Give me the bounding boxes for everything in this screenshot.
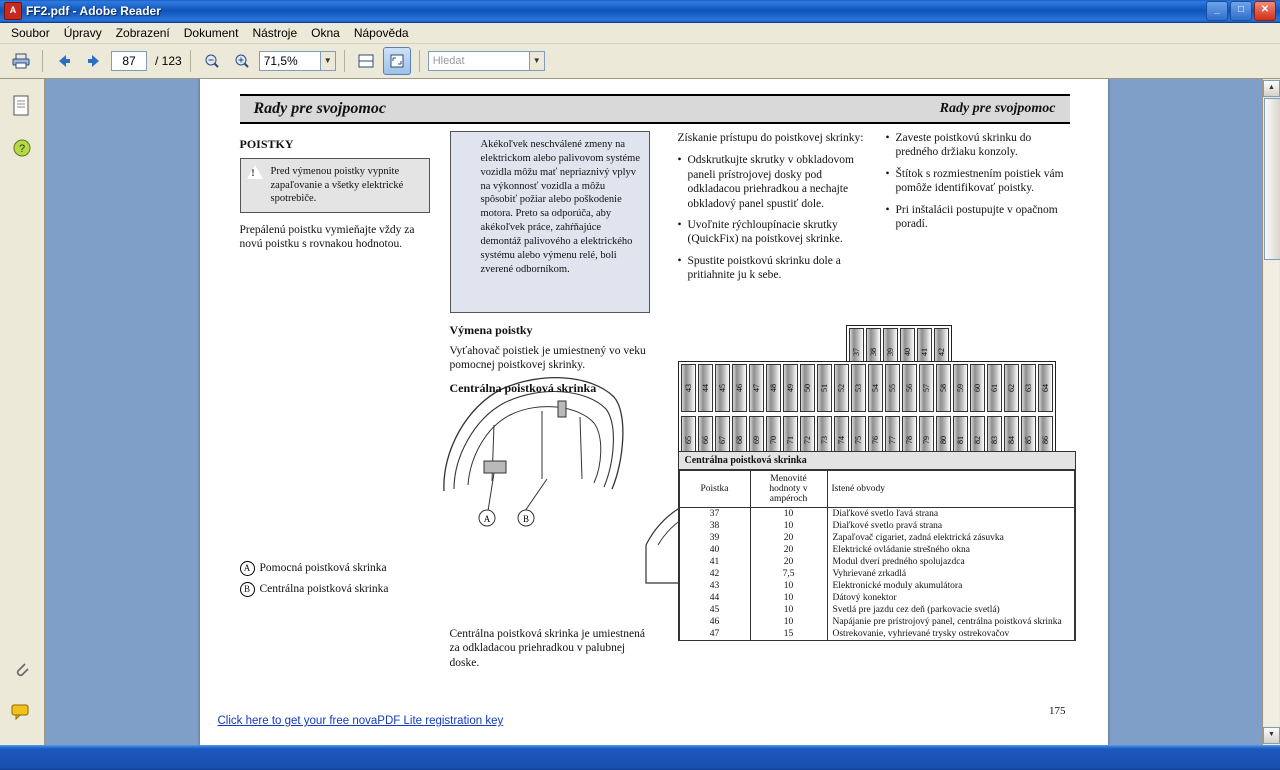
col1-paragraph: Prepálenú poistku vymieňajte vždy za novú poistku s rovnakou hodnotou. [239, 223, 415, 251]
table-cell-1: 10 [750, 616, 827, 628]
table-row [679, 532, 1074, 544]
fuse-slot-44: 44 [698, 364, 713, 412]
fuse-slot-57: 57 [919, 364, 934, 412]
table-cell-2: Elektrické ovládanie strešného okna [827, 544, 1074, 556]
col4-bullet-3: • Pri inštalácii postupujte v opačnom poradí. [886, 203, 1076, 232]
header-title-left: Rady pre svojpomoc [253, 100, 386, 117]
column-4 [886, 131, 1076, 238]
table-cell-0: 47 [679, 628, 750, 640]
page-header [240, 94, 1070, 124]
window-title: FF2.pdf - Adobe Reader [26, 4, 161, 18]
fuse-slot-53: 53 [851, 364, 866, 412]
page-total-label: / 123 [155, 54, 182, 68]
fuse-table-header-2: Istené obvody [827, 471, 1074, 508]
legend-item-b [240, 582, 440, 597]
fuse-slot-80: 80 [936, 416, 951, 464]
table-row [679, 556, 1074, 568]
menu-okna[interactable]: Okna [311, 26, 340, 40]
fuse-slot-51: 51 [817, 364, 832, 412]
fuse-slot-73: 73 [817, 416, 832, 464]
table-cell-2: Ostrekovanie, vyhrievané trysky ostrekovačov [827, 628, 1074, 640]
fuse-slot-55: 55 [885, 364, 900, 412]
table-cell-1: 20 [750, 556, 827, 568]
table-cell-0: 39 [679, 532, 750, 544]
scroll-down-arrow-icon[interactable]: ▼ [1263, 727, 1280, 744]
table-cell-2: Diaľkové svetlo pravá strana [827, 520, 1074, 532]
legend-label-b: Centrálna poistková skrinka [259, 583, 389, 596]
fuse-slot-72: 72 [800, 416, 815, 464]
column-2-bottom [450, 627, 650, 678]
zoom-out-icon[interactable] [199, 48, 225, 74]
fuse-slot-74: 74 [834, 416, 849, 464]
search-combobox[interactable] [428, 51, 545, 71]
window-titlebar [0, 0, 1280, 23]
table-cell-2: Diaľkové svetlo ľavá strana [827, 508, 1074, 521]
printer-icon[interactable] [8, 48, 34, 74]
table-cell-0: 44 [679, 592, 750, 604]
heading-centralna-skrinka: Centrálna poistková skrinka [449, 380, 597, 395]
toolbar-separator-2 [190, 50, 191, 72]
fuse-diagram [678, 325, 1078, 444]
fuse-slot-79: 79 [919, 416, 934, 464]
taskbar [0, 745, 1280, 770]
fuse-slot-56: 56 [902, 364, 917, 412]
fuse-slot-38: 38 [866, 328, 881, 376]
fuse-slot-60: 60 [970, 364, 985, 412]
menu-zobrazeni[interactable]: Zobrazení [115, 26, 170, 40]
warning-box-1 [240, 158, 430, 213]
fuse-slot-77: 77 [885, 416, 900, 464]
fuse-slot-76: 76 [868, 416, 883, 464]
fuse-slot-84: 84 [1004, 416, 1019, 464]
table-cell-2: Dátový konektor [827, 592, 1074, 604]
warning-box-1-text: Pred výmenou poistky vypnite zapaľovanie a všetky elektrické spotrebiče. [270, 166, 404, 205]
table-row [679, 568, 1074, 580]
fuse-slot-37: 37 [849, 328, 864, 376]
arrow-left-icon[interactable] [51, 48, 77, 74]
svg-text:A: A [483, 514, 490, 524]
scroll-up-arrow-icon[interactable]: ▲ [1263, 80, 1280, 97]
table-cell-2: Vyhrievané zrkadlá [827, 568, 1074, 580]
col2-paragraph-2: Centrálna poistková skrinka je umiestnená za odkladacou priehradkou v palubnej doske. [449, 628, 645, 669]
table-cell-1: 20 [750, 532, 827, 544]
fuse-slot-40: 40 [900, 328, 915, 376]
fuse-slot-61: 61 [987, 364, 1002, 412]
warning-box-2-text: Akékoľvek neschválené zmeny na elektrickom alebo palivovom systéme vozidla môžu mať nepriaznivý vplyv na výkonnosť vozidla a môžu spôsobiť požiar alebo poškodenie motora. Preto sa odporúča, aby akékoľvek práce, zahŕňajúce demontáž palivového a elektrického systému alebo výmenu relé, boli zverené odborníkom. [480, 139, 640, 275]
table-cell-1: 10 [750, 520, 827, 532]
fuse-slot-52: 52 [834, 364, 849, 412]
col3-bullet-2: • Uvoľnite rýchloupínacie skrutky (QuickFix) na poistkovej skrinke. [678, 218, 873, 247]
legend-item-a [240, 561, 440, 576]
col4-bullet-1: • Zaveste poistkovú skrinku do predného držiaku konzoly. [886, 131, 1076, 160]
col3-bullet-3: • Spustite poistkovú skrinku dole a pritiahnite ju k sebe. [678, 254, 873, 283]
table-cell-0: 45 [679, 604, 750, 616]
fuse-slot-50: 50 [800, 364, 815, 412]
fuse-slot-41: 41 [917, 328, 932, 376]
menu-napoveda[interactable]: Nápověda [353, 26, 409, 40]
table-cell-2: Svetlá pre jazdu cez deň (parkovacie svetlá) [827, 604, 1074, 616]
table-cell-2: Elektronické moduly akumulátora [827, 580, 1074, 592]
fuse-slot-86: 86 [1038, 416, 1053, 464]
menu-soubor[interactable]: Soubor [11, 26, 50, 40]
legend-marker-a: A [240, 561, 255, 576]
table-cell-1: 10 [750, 580, 827, 592]
table-row [679, 604, 1074, 616]
fuse-table-header-0: Poistka [679, 471, 750, 508]
fuse-table-grid [679, 470, 1075, 640]
table-cell-1: 7,5 [750, 568, 827, 580]
fuse-slot-70: 70 [766, 416, 781, 464]
legend-marker-b: B [240, 582, 255, 597]
table-cell-0: 43 [679, 580, 750, 592]
table-cell-0: 41 [679, 556, 750, 568]
warning-box-2 [450, 131, 650, 313]
fuse-slot-59: 59 [953, 364, 968, 412]
col4-bullet-2: • Štítok s rozmiestnením poistiek vám pomôže identifikovať poistky. [886, 167, 1076, 196]
fuse-slot-75: 75 [851, 416, 866, 464]
fuse-slot-63: 63 [1021, 364, 1036, 412]
section-heading-poistky: POISTKY [239, 137, 294, 151]
search-input[interactable]: Hledat [428, 51, 530, 71]
menu-nastroje[interactable]: Nástroje [252, 26, 298, 40]
close-button[interactable]: ✕ [1254, 1, 1276, 21]
arrow-right-icon[interactable] [81, 48, 107, 74]
vertical-scrollbar[interactable] [1262, 79, 1280, 745]
chevron-down-icon[interactable]: ▼ [321, 51, 336, 71]
table-cell-1: 10 [750, 604, 827, 616]
fuse-slot-81: 81 [953, 416, 968, 464]
pdf-page [200, 79, 1108, 745]
navigation-rail [0, 79, 45, 745]
column-1 [240, 137, 430, 260]
table-cell-1: 15 [750, 628, 827, 640]
col3-bullets [678, 153, 873, 282]
col3-bullet-1: • Odskrutkujte skrutky v obkladovom paneli prístrojovej dosky pod odkladacou priehradkou a nechajte obkladový panel spustiť dole. [678, 153, 873, 211]
scrollbar-track[interactable] [1264, 98, 1279, 726]
novapdf-registration-link[interactable]: Click here to get your free novaPDF Lite registration key [217, 715, 504, 727]
table-row [679, 592, 1074, 604]
toolbar-separator [42, 50, 43, 72]
table-cell-1: 10 [750, 592, 827, 604]
table-cell-1: 20 [750, 544, 827, 556]
table-cell-2: Modul dverí predného spolujazdca [827, 556, 1074, 568]
fuse-table-caption: Centrálna poistková skrinka [679, 452, 1075, 470]
fuse-slot-43: 43 [681, 364, 696, 412]
col4-bullets [886, 131, 1076, 231]
table-cell-0: 46 [679, 616, 750, 628]
pages-panel-icon[interactable] [9, 93, 35, 119]
fuse-slot-45: 45 [715, 364, 730, 412]
column-3 [678, 131, 873, 289]
fuse-slot-49: 49 [783, 364, 798, 412]
document-viewport[interactable] [45, 79, 1262, 745]
attachments-panel-icon[interactable] [9, 657, 35, 683]
table-row [679, 580, 1074, 592]
help-panel-icon[interactable] [9, 135, 35, 161]
header-title-right: Rady pre svojpomoc [939, 101, 1056, 116]
maximize-button[interactable]: □ [1230, 1, 1252, 21]
legend-list [240, 561, 440, 597]
warning-triangle-icon [247, 165, 263, 179]
fuse-slot-64: 64 [1038, 364, 1053, 412]
fuse-slot-54: 54 [868, 364, 883, 412]
fuse-slot-85: 85 [1021, 416, 1036, 464]
legend-label-a: Pomocná poistková skrinka [259, 562, 387, 575]
menu-dokument[interactable]: Dokument [183, 26, 239, 40]
table-row [679, 508, 1074, 521]
fuse-slot-39: 39 [883, 328, 898, 376]
zoom-in-icon[interactable] [229, 48, 255, 74]
col2-paragraph-1: Vyťahovač poistiek je umiestnený vo veku pomocnej poistkovej skrinky. [449, 345, 646, 372]
adobe-reader-icon: A [4, 2, 22, 20]
fuse-slot-78: 78 [902, 416, 917, 464]
table-cell-2: Zapaľovač cigariet, zadná elektrická zásuvka [827, 532, 1074, 544]
fuse-slot-65: 65 [681, 416, 696, 464]
fuse-slot-69: 69 [749, 416, 764, 464]
page-number-input[interactable]: 87 [111, 51, 147, 71]
fit-width-icon[interactable] [353, 48, 379, 74]
fuse-slot-58: 58 [936, 364, 951, 412]
fuse-table [678, 451, 1076, 641]
table-cell-0: 40 [679, 544, 750, 556]
fuse-slot-66: 66 [698, 416, 713, 464]
menu-upravy[interactable]: Úpravy [63, 26, 102, 40]
fuse-slot-68: 68 [732, 416, 747, 464]
fit-page-icon[interactable] [383, 47, 411, 75]
svg-text:B: B [522, 514, 529, 524]
table-row [679, 616, 1074, 628]
table-cell-0: 37 [679, 508, 750, 521]
zoom-value[interactable]: 71,5% [259, 51, 321, 71]
table-row [679, 628, 1074, 640]
table-row [679, 520, 1074, 532]
fuse-slot-83: 83 [987, 416, 1002, 464]
fuse-table-header-1: Menovité hodnoty v ampéroch [750, 471, 827, 508]
fuse-slot-62: 62 [1004, 364, 1019, 412]
fuse-slot-46: 46 [732, 364, 747, 412]
table-cell-0: 42 [679, 568, 750, 580]
minimize-button[interactable]: _ [1206, 1, 1228, 21]
scrollbar-thumb[interactable] [1264, 98, 1280, 260]
fuse-slot-42: 42 [934, 328, 949, 376]
search-chevron-down-icon[interactable]: ▼ [530, 51, 545, 71]
window-buttons [1206, 1, 1276, 21]
svg-text:?: ? [18, 143, 26, 155]
table-cell-2: Napájanie pre prístrojový panel, centrálna poistková skrinka [827, 616, 1074, 628]
heading-vymena-poistky: Výmena poistky [449, 323, 533, 337]
table-cell-0: 38 [679, 520, 750, 532]
toolbar-separator-3 [344, 50, 345, 72]
column-2 [450, 131, 650, 402]
main-area [0, 79, 1280, 745]
zoom-combobox[interactable] [259, 51, 336, 71]
table-cell-1: 10 [750, 508, 827, 521]
fuse-slot-47: 47 [749, 364, 764, 412]
fuse-slot-82: 82 [970, 416, 985, 464]
fuse-slot-48: 48 [766, 364, 781, 412]
toolbar-separator-4 [419, 50, 420, 72]
document-page-number: 175 [1049, 705, 1066, 717]
toolbar [0, 44, 1280, 79]
fuse-slot-71: 71 [783, 416, 798, 464]
comments-panel-icon[interactable] [9, 699, 35, 725]
table-row [679, 544, 1074, 556]
col3-intro: Získanie prístupu do poistkovej skrinky: [677, 132, 864, 144]
fuse-slot-67: 67 [715, 416, 730, 464]
fuse-table-header-row [679, 471, 1074, 508]
menubar [0, 23, 1280, 44]
